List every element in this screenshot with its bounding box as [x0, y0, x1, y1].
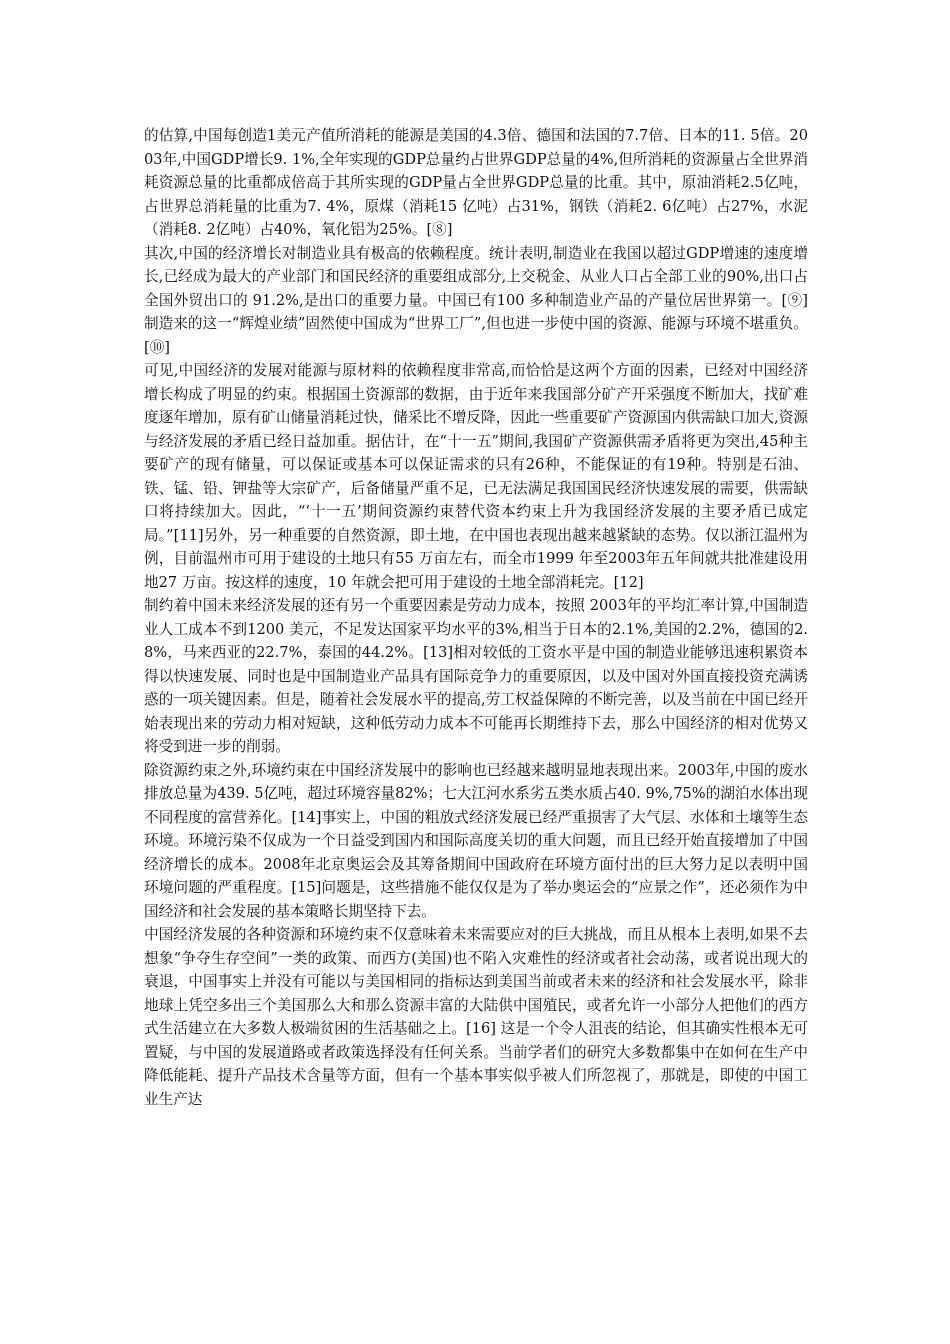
- paragraph-labor-cost: 制约着中国未来经济发展的还有另一个重要因素是劳动力成本，按照 2003年的平均汇率计算,中国制造业人工成本不到1200 美元，不足发达国家平均水平的3%,相当于日本的2.1%,美国的2.2%，德国的2.8%，马来西亚的22.7%，泰国的44.2%。[13]相对较低的工资水平是中国的制造业能够迅速积累资本得以快速发展、同时也是中国制造业产品具有国际竞争力的重要原因，以及中国对外国直接投资充满诱惑的一项关键因素。但是，随着社会发展水平的提高,劳工权益保障的不断完善，以及当前在中国已经开始表现出来的劳动力相对短缺，这种低劳动力成本不可能再长期维持下去，那么中国经济的相对优势又将受到进一步的削弱。: [144, 597, 808, 755]
- paragraph-manufacturing-dependence: 其次,中国的经济增长对制造业具有极高的依赖程度。统计表明,制造业在我国以超过GDP增速的速度增长,已经成为最大的产业部门和国民经济的重要组成部分,上交税金、从业人口占全部工业的90%,出口占全国外贸出口的 91.2%,是出口的重要力量。中国已有100 多种制造业产品的产量位居世界第一。[⑨]制造来的这一“辉煌业绩”固然使中国成为“世界工厂”,但也进一步使中国的资源、能源与环境不堪重负。[⑩]: [144, 244, 808, 356]
- paragraph-development-limits: 中国经济发展的各种资源和环境约束不仅意味着未来需要应对的巨大挑战，而且从根本上表明,如果不去想象“争夺生存空间”一类的政策、而西方(美国)也不陷入灾难性的经济或者社会动荡，或者说出现大的衰退，中国事实上并没有可能以与美国相同的指标达到美国当前或者未来的经济和社会发展水平，除非地球上凭空多出三个美国那么大和那么资源丰富的大陆供中国殖民，或者允许一小部分人把他们的西方式生活建立在大多数人极端贫困的生活基础之上。[16] 这是一个令人沮丧的结论，但其确实性根本无可置疑，与中国的发展道路或者政策选择没有任何关系。当前学者们的研究大多数都集中在如何在生产中降低能耗、提升产品技术含量等方面，但有一个基本事实似乎被人们所忽视了，那就是，即使的中国工业生产达: [144, 926, 808, 1108]
- paragraph-environment-constraints: 除资源约束之外,环境约束在中国经济发展中的影响也已经越来越明显地表现出来。2003年,中国的废水排放总量为439. 5亿吨，超过环境容量82%；七大江河水系劣五类水质占40. 9%,75%的湖泊水体出现不同程度的富营养化。[14]事实上，中国的粗放式经济发展已经严重损害了大气层、水体和土壤等生态环境。环境污染不仅成为一个日益受到国内和国际高度关切的重大问题，而且已经开始直接增加了中国经济增长的成本。2008年北京奥运会及其筹备期间中国政府在环境方面付出的巨大努力足以表明中国环境问题的严重程度。[15]问题是，这些措施不能仅仅是为了举办奥运会的“应景之作”，还必须作为中国经济和社会发展的基本策略长期坚持下去。: [144, 761, 808, 920]
- article-body: [144, 124, 808, 1111]
- paragraph-resource-constraints: 可见,中国经济的发展对能源与原材料的依赖程度非常高,而恰恰是这两个方面的因素，已经对中国经济增长构成了明显的约束。根据国土资源部的数据，由于近年来我国部分矿产开采强度不断加大，找矿难度逐年增加，原有矿山储量消耗过快，储采比不增反降，因此一些重要矿产资源国内供需缺口加大,资源与经济发展的矛盾已经日益加重。据估计，在“十一五”期间,我国矿产资源供需矛盾将更为突出,45种主要矿产的现有储量，可以保证或基本可以保证需求的只有26种，不能保证的有19种。特别是石油、铁、锰、铅、钾盐等大宗矿产，后备储量严重不足，已无法满足我国国民经济快速发展的需要，供需缺口将持续加大。因此，“‘十一五’期间资源约束替代资本约束上升为我国经济发展的主要矛盾已成定局。”[11]另外，另一种重要的自然资源，即土地，在中国也表现出越来越紧缺的态势。仅以浙江温州为例，目前温州市可用于建设的土地只有55 万亩左右，而全市1999 年至2003年五年间就共批准建设用地27 万亩。按这样的速度，10 年就会把可用于建设的土地全部消耗完。[12]: [144, 362, 808, 591]
- paragraph-energy-consumption: 的估算,中国每创造1美元产值所消耗的能源是美国的4.3倍、德国和法国的7.7倍、日本的11. 5倍。2003年,中国GDP增长9. 1%,全年实现的GDP总量约占世界GDP总量的4%,但所消耗的资源量占全世界消耗资源总量的比重都成倍高于其所实现的GDP量占全世界GDP总量的比重。其中，原油消耗2.5亿吨，占世界总消耗量的比重为7. 4%，原煤（消耗15 亿吨）占31%，钢铁（消耗2. 6亿吨）占27%，水泥（消耗8. 2亿吨）占40%，氧化铝为25%。[⑧]: [144, 127, 808, 238]
